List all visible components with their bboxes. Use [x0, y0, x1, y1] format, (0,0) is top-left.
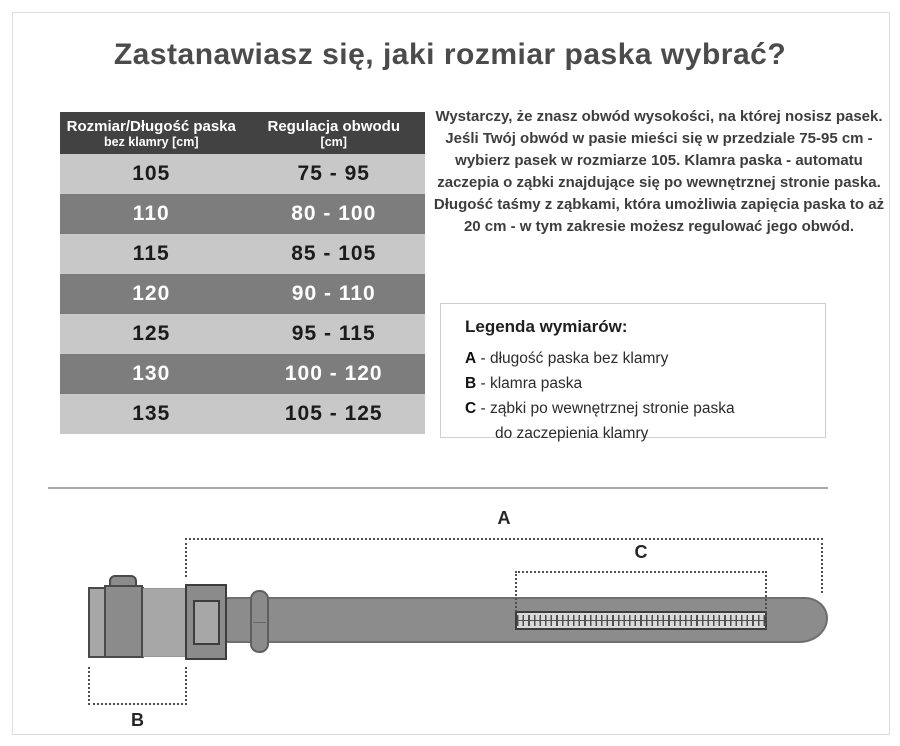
col-header-size-line1: Rozmiar/Długość paska [66, 117, 236, 135]
size-table [60, 112, 425, 434]
col-header-size [60, 112, 243, 154]
legend-item-b [465, 371, 815, 396]
buckle-body-right [141, 588, 187, 657]
legend-box [440, 303, 826, 442]
col-header-range-line2: [cm] [320, 134, 347, 149]
legend-item-a [465, 346, 815, 371]
legend-key-b: B [465, 375, 477, 392]
description-text: Wystarczy, że znasz obwód wysokości, na której nosisz pasek. Jeśli Twój obwód w pasie mieści się w przedziale 75-95 cm - wybierz pasek w rozmiarze 105. Klamra paska - automatu zaczepia o ząbki znajdujące się po wewnętrznej stronie paska. Długość taśmy z ząbkami, która umożliwia zapięcia paska to aż 20 cm - w tym zakresie możesz regulować jego obwód. [433, 108, 885, 235]
range-cell: 85 - 105 [243, 234, 426, 274]
buckle-clip [104, 585, 143, 658]
size-cell: 135 [60, 394, 243, 434]
dimension-a-right-tick [821, 538, 823, 593]
dimension-label-a: A [497, 508, 511, 528]
dimension-a-line [185, 538, 823, 540]
size-cell: 125 [60, 314, 243, 354]
dimension-label-b: B [131, 710, 144, 730]
belt-teeth-strip [515, 611, 767, 630]
col-header-size-line2: bez klamry [cm] [104, 134, 199, 149]
legend-text-c-line2: do zaczepienia klamry [495, 425, 649, 442]
range-cell: 90 - 110 [243, 274, 426, 314]
legend-text-a: - długość paska bez klamry [480, 350, 669, 367]
belt-teeth-ticks [517, 615, 765, 626]
dimension-b-left-tick [88, 667, 90, 705]
dimension-b-line [88, 703, 187, 705]
range-cell: 80 - 100 [243, 194, 426, 234]
table-row [60, 234, 425, 274]
col-header-range [243, 112, 426, 154]
range-cell: 95 - 115 [243, 314, 426, 354]
range-cell: 105 - 125 [243, 394, 426, 434]
table-row [60, 194, 425, 234]
size-cell: 120 [60, 274, 243, 314]
table-row [60, 314, 425, 354]
table-row [60, 394, 425, 434]
size-cell: 110 [60, 194, 243, 234]
legend-key-c: C [465, 400, 477, 417]
page-title: Zastanawiasz się, jaki rozmiar paska wybrać? [113, 38, 787, 71]
legend-key-a: A [465, 350, 477, 367]
dimension-c-left-tick [515, 571, 517, 612]
table-row [60, 274, 425, 314]
dimension-a-left-tick [185, 538, 187, 577]
legend-text-c: - ząbki po wewnętrznej stronie paska [480, 400, 735, 417]
range-cell: 75 - 95 [243, 154, 426, 194]
buckle-frame-window [193, 600, 220, 645]
size-cell: 115 [60, 234, 243, 274]
legend-item-c [465, 396, 815, 446]
dimension-label-c: C [634, 542, 648, 562]
size-cell: 105 [60, 154, 243, 194]
size-cell: 130 [60, 354, 243, 394]
dimension-b-right-tick [185, 667, 187, 705]
dimension-c-line [515, 571, 767, 573]
dimension-c-right-tick [765, 571, 767, 629]
range-cell: 100 - 120 [243, 354, 426, 394]
table-header-row [60, 112, 425, 154]
belt-keeper-loop [250, 590, 269, 653]
table-row [60, 154, 425, 194]
legend-title: Legenda wymiarów: [465, 317, 628, 336]
legend-text-b: - klamra paska [480, 375, 583, 392]
table-row [60, 354, 425, 394]
col-header-range-line1: Regulacja obwodu [267, 117, 400, 135]
section-divider [48, 487, 828, 489]
